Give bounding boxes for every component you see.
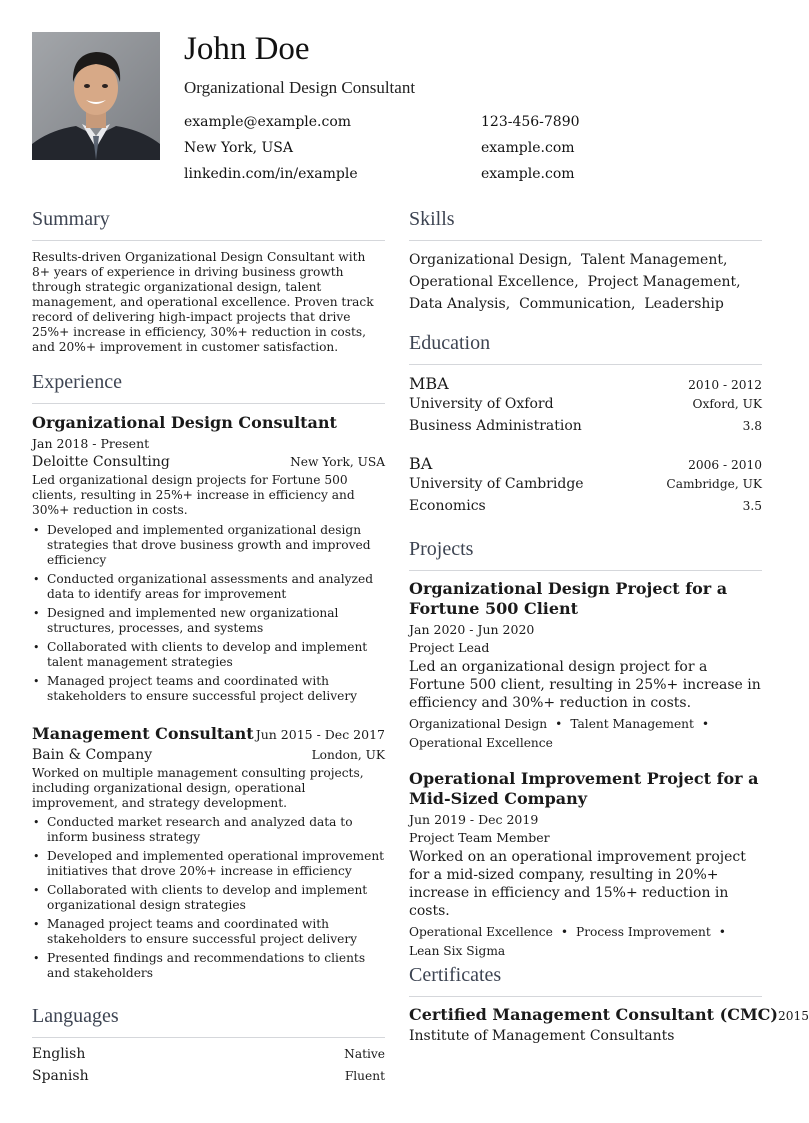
tag-separator: •	[560, 925, 569, 939]
language-item	[32, 1068, 385, 1090]
projects-heading: Projects	[409, 538, 474, 560]
job-dates: Jun 2015 - Dec 2017	[255, 727, 385, 742]
education-divider	[409, 364, 762, 365]
job-location: New York, USA	[290, 455, 385, 469]
project-item	[409, 769, 762, 961]
skill-item: Talent Management,	[581, 252, 728, 268]
project-role: Project Team Member	[409, 830, 550, 845]
avatar	[32, 32, 160, 160]
job-bullet: • Presented findings and recommendations to clients and stakeholders	[32, 951, 385, 981]
contact-linkedin[interactable]: linkedin.com/in/example	[184, 166, 358, 182]
language-name: Spanish	[32, 1068, 89, 1084]
job-bullet: • Conducted market research and analyzed data to inform business strategy	[32, 815, 385, 845]
education-dates: 2006 - 2010	[688, 458, 762, 472]
education-dates: 2010 - 2012	[688, 378, 762, 392]
certificate-issuer: Institute of Management Consultants	[409, 1028, 675, 1044]
skill-item: Project Management,	[587, 274, 741, 290]
job-bullet: • Managed project teams and coordinated with stakeholders to ensure successful project delivery	[32, 674, 385, 704]
language-name: English	[32, 1046, 86, 1062]
education-location: Cambridge, UK	[666, 477, 762, 491]
language-item	[32, 1046, 385, 1068]
skill-item: Operational Excellence,	[409, 274, 579, 290]
candidate-title: Organizational Design Consultant	[184, 78, 416, 97]
project-tags	[409, 715, 762, 753]
profile-photo	[32, 32, 160, 160]
education-item	[409, 454, 762, 520]
experience-divider	[32, 403, 385, 404]
job-dates: Jan 2018 - Present	[32, 436, 150, 451]
project-description: Worked on an operational improvement project for a mid-sized company, resulting in 20%+ increase in efficiency and 15%+ reduction in costs.	[409, 849, 746, 919]
job-bullet: • Developed and implemented operational improvement initiatives that drove 20%+ increase in efficiency	[32, 849, 385, 879]
certificates-heading: Certificates	[409, 964, 502, 986]
project-tag: Talent Management	[570, 717, 694, 731]
candidate-name: John Doe	[184, 31, 310, 67]
language-level: Native	[344, 1047, 385, 1061]
job-bullet: • Conducted organizational assessments and analyzed data to identify areas for improvement	[32, 572, 385, 602]
skills-divider	[409, 240, 762, 241]
job-title: Management Consultant	[32, 724, 254, 743]
skill-item: Leadership	[644, 296, 724, 312]
education-gpa: 3.5	[742, 499, 762, 513]
job-location: London, UK	[311, 748, 385, 762]
education-field: Economics	[409, 498, 486, 514]
contact-website[interactable]: example.com	[481, 140, 575, 156]
project-tags	[409, 923, 762, 961]
contact-email[interactable]: example@example.com	[184, 114, 352, 130]
project-dates: Jun 2019 - Dec 2019	[409, 812, 539, 827]
contact-location: New York, USA	[184, 140, 293, 156]
job-title: Organizational Design Consultant	[32, 413, 337, 432]
education-item	[409, 374, 762, 440]
languages-divider	[32, 1037, 385, 1038]
job-bullet: • Managed project teams and coordinated with stakeholders to ensure successful project delivery	[32, 917, 385, 947]
education-degree: MBA	[409, 374, 449, 393]
education-field: Business Administration	[409, 418, 582, 434]
certificate-year: 2015	[777, 1009, 809, 1023]
project-tag: Organizational Design	[409, 717, 548, 731]
project-item	[409, 579, 762, 753]
certificate-item	[409, 1005, 809, 1044]
skill-item: Communication,	[519, 296, 636, 312]
education-gpa: 3.8	[742, 419, 762, 433]
languages-list	[32, 1046, 385, 1090]
summary-text: Results-driven Organizational Design Consultant with 8+ years of experience in driving business growth through strategic organizational design, talent management, and operational excellence. Proven track record of delivering high-impact projects that drive 25%+ increase in efficiency, 30%+ reduction in costs, and 20%+ improvement in customer satisfaction.	[32, 250, 374, 354]
job-bullet: • Collaborated with clients to develop and implement organizational design strategies	[32, 883, 385, 913]
job-bullet-list	[32, 523, 385, 704]
project-tag: Process Improvement	[576, 925, 711, 939]
certificates-divider	[409, 996, 762, 997]
tag-separator: •	[555, 717, 563, 731]
experience-item	[32, 724, 385, 985]
education-school: University of Oxford	[409, 396, 554, 412]
tag-separator: •	[701, 717, 710, 731]
summary-divider	[32, 240, 385, 241]
job-summary: Led organizational design projects for Fortune 500 clients, resulting in 25%+ increase in efficiency and 30%+ reduction in costs.	[32, 473, 355, 517]
education-school: University of Cambridge	[409, 476, 584, 492]
contact-website-secondary[interactable]: example.com	[481, 166, 575, 182]
education-location: Oxford, UK	[692, 397, 762, 411]
project-title: Operational Improvement Project for a Mid-Sized Company	[409, 769, 759, 808]
skills-list	[409, 249, 762, 315]
contact-phone[interactable]: 123-456-7890	[481, 114, 580, 130]
job-bullet: • Collaborated with clients to develop and implement talent management strategies	[32, 640, 385, 670]
skill-item: Data Analysis,	[409, 296, 511, 312]
languages-heading: Languages	[32, 1005, 119, 1027]
project-dates: Jan 2020 - Jun 2020	[409, 622, 535, 637]
job-bullet: • Developed and implemented organizational design strategies that drove business growth and improved efficiency	[32, 523, 385, 568]
experience-item	[32, 413, 385, 708]
project-tag: Operational Excellence	[409, 925, 553, 939]
education-heading: Education	[409, 332, 491, 354]
education-degree: BA	[409, 454, 433, 473]
skills-heading: Skills	[409, 208, 455, 230]
project-tag: Lean Six Sigma	[409, 944, 506, 958]
tag-separator: •	[718, 925, 726, 939]
skill-item: Organizational Design,	[409, 252, 573, 268]
job-bullet-list	[32, 815, 385, 981]
project-description: Led an organizational design project for a Fortune 500 client, resulting in 25%+ increase in efficiency and 30%+ reduction in costs.	[409, 659, 761, 711]
job-company: Bain & Company	[32, 747, 153, 763]
job-summary: Worked on multiple management consulting projects, including organizational design, operational improvement, and strategy development.	[32, 766, 364, 810]
language-level: Fluent	[344, 1069, 385, 1083]
project-title: Organizational Design Project for a Fortune 500 Client	[409, 579, 728, 618]
certificate-name: Certified Management Consultant (CMC)	[409, 1005, 778, 1024]
summary-heading: Summary	[32, 208, 110, 230]
job-bullet: • Designed and implemented new organizational structures, processes, and systems	[32, 606, 385, 636]
job-company: Deloitte Consulting	[32, 454, 170, 470]
projects-divider	[409, 570, 762, 571]
project-role: Project Lead	[409, 640, 490, 655]
project-tag: Operational Excellence	[409, 736, 553, 750]
experience-heading: Experience	[32, 371, 122, 393]
